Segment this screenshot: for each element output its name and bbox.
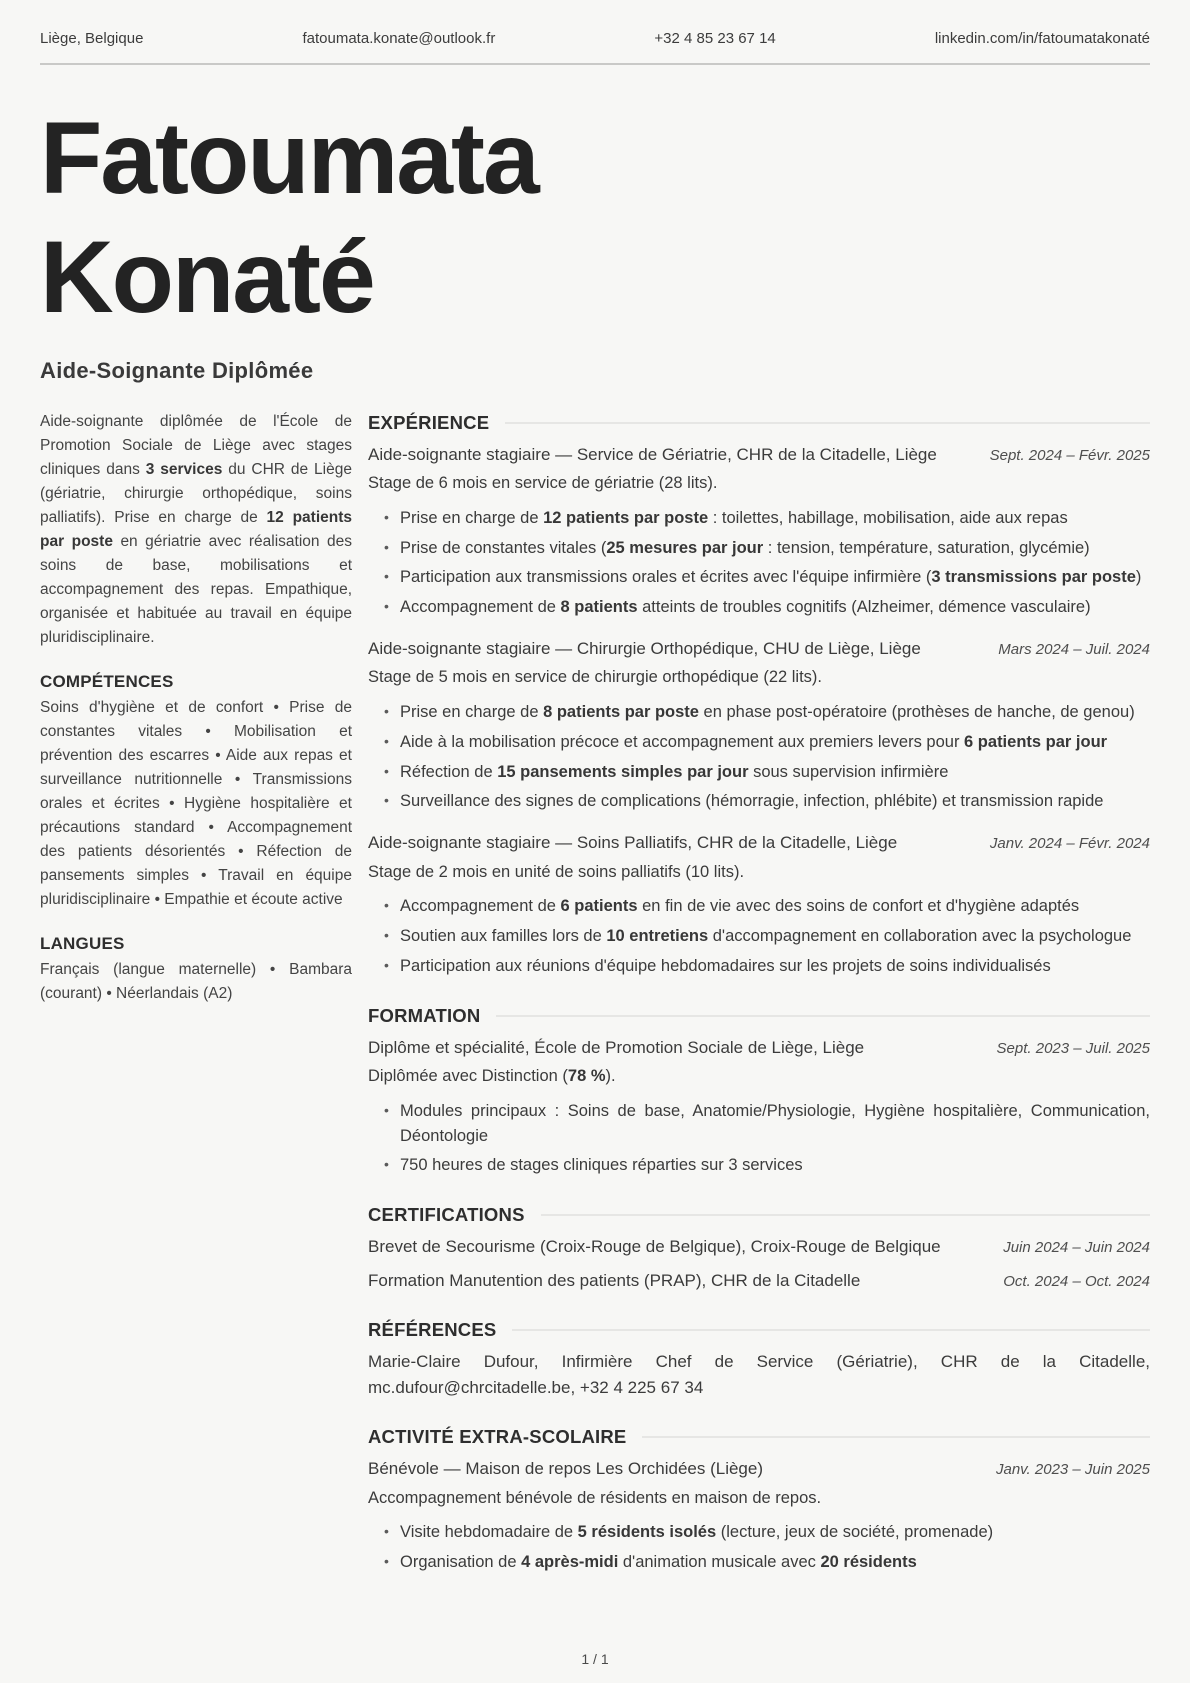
- section-header-row: [368, 1204, 1150, 1226]
- bullet-item: [400, 565, 1150, 590]
- text-segment: Visite hebdomadaire de: [400, 1523, 578, 1542]
- bold-text: 5 résidents isolés: [577, 1523, 717, 1542]
- bold-text: 25 mesures par jour: [606, 538, 764, 557]
- text-segment: Réfection de: [400, 762, 498, 781]
- bullet-item: [400, 595, 1150, 620]
- bullet-item: [400, 924, 1150, 949]
- text-segment: Aide-soignante diplômée de l'École de Promotion Sociale de Liège avec stages cliniques dans: [40, 412, 352, 478]
- entry: [368, 830, 1150, 979]
- section-heading-competences: COMPÉTENCES: [40, 671, 174, 691]
- text-segment: Modules principaux : Soins de base, Anatomie/Physiologie, Hygiène hospitalière, Communication, Déontologie: [400, 1101, 1150, 1145]
- profile-text: [40, 410, 352, 650]
- section-activite-extra-scolaire: [368, 1426, 1150, 1575]
- bold-text: 8 patients: [560, 598, 638, 617]
- entry: [368, 1268, 1150, 1294]
- bold-text: 15 pansements simples par jour: [497, 762, 749, 781]
- text-segment: en fin de vie avec des soins de confort et d'hygiène adaptés: [637, 897, 1080, 916]
- bullet-item: [400, 760, 1150, 785]
- entry-title: Formation Manutention des patients (PRAP), CHR de la Citadelle: [368, 1270, 861, 1290]
- section-heading-langues: LANGUES: [40, 933, 125, 953]
- bullet-item: [400, 1520, 1150, 1545]
- bullet-item: [400, 894, 1150, 919]
- entry-title-row: [368, 830, 1150, 856]
- entry-title-row: [368, 636, 1150, 662]
- text-segment: : toilettes, habillage, mobilisation, aide aux repas: [708, 508, 1068, 527]
- text-segment: Diplômée avec Distinction (: [368, 1067, 568, 1086]
- entry-subtitle: [368, 1486, 1150, 1511]
- entry-bullet-list: [368, 894, 1150, 978]
- entry-date: Juin 2024 – Juin 2024: [1003, 1239, 1150, 1257]
- entry-subtitle: [368, 860, 1150, 885]
- entry-bullet-list: [368, 1520, 1150, 1575]
- bold-text: 6 patients: [560, 897, 638, 916]
- person-name: Fatoumata Konaté: [40, 101, 538, 335]
- section-header-row: [368, 1426, 1150, 1448]
- section-heading: CERTIFICATIONS: [368, 1204, 525, 1226]
- entry-subtitle: [368, 665, 1150, 690]
- entry-date: Sept. 2023 – Juil. 2025: [996, 1039, 1150, 1057]
- bullet-item: [400, 506, 1150, 531]
- section-experience: [368, 412, 1150, 979]
- contact-location: Liège, Belgique: [40, 30, 144, 47]
- bold-text: 10 entretiens: [606, 927, 709, 946]
- section-divider: [505, 422, 1150, 424]
- contact-phone: +32 4 85 23 67 14: [654, 30, 776, 47]
- text-segment: sous supervision infirmière: [748, 762, 949, 781]
- entry-bullet-list: [368, 1099, 1150, 1178]
- text-segment: Stage de 2 mois en unité de soins palliatifs (10 lits).: [368, 862, 745, 881]
- section-divider: [642, 1436, 1150, 1438]
- entry-title-row: [368, 442, 1150, 468]
- bold-text: 12 patients par poste: [40, 508, 352, 550]
- text-segment: ).: [605, 1067, 616, 1086]
- entry-date: Oct. 2024 – Oct. 2024: [1003, 1272, 1150, 1290]
- text-segment: d'animation musicale avec: [618, 1553, 821, 1572]
- text-segment: 750 heures de stages cliniques réparties sur 3 services: [400, 1156, 803, 1175]
- section-divider: [541, 1214, 1150, 1216]
- text-segment: : tension, température, saturation, glycémie): [763, 538, 1090, 557]
- entry-subtitle: [368, 1064, 1150, 1089]
- bullet-item: [400, 1099, 1150, 1149]
- content-columns: [40, 410, 1150, 1591]
- entry-title: Aide-soignante stagiaire — Chirurgie Orthopédique, CHU de Liège, Liège: [368, 638, 921, 658]
- section-divider: [496, 1015, 1150, 1017]
- entry-title-row: [368, 1456, 1150, 1482]
- bullet-item: [400, 789, 1150, 814]
- entry-date: Janv. 2024 – Févr. 2024: [989, 835, 1150, 853]
- text-segment: ): [1135, 568, 1142, 587]
- entry-bullet-list: [368, 506, 1150, 620]
- bold-text: 3 services: [145, 460, 223, 478]
- entry-date: Mars 2024 – Juil. 2024: [998, 640, 1150, 658]
- text-segment: en phase post-opératoire (prothèses de hanche, de genou): [698, 703, 1135, 722]
- entry: [368, 1456, 1150, 1575]
- entry: [368, 636, 1150, 814]
- bullet-item: [400, 730, 1150, 755]
- main-column: [368, 410, 1150, 1591]
- entry-title-row: [368, 1035, 1150, 1061]
- entry: [368, 1234, 1150, 1260]
- text-segment: Prise de constantes vitales (: [400, 538, 607, 557]
- section-heading: RÉFÉRENCES: [368, 1319, 497, 1341]
- bold-text: 4 après-midi: [521, 1553, 619, 1572]
- bold-text: 8 patients par poste: [543, 703, 699, 722]
- section-heading: EXPÉRIENCE: [368, 411, 490, 433]
- bullet-item: [400, 536, 1150, 561]
- contact-linkedin: linkedin.com/in/fatoumatakonaté: [934, 30, 1150, 47]
- section-divider: [512, 1329, 1150, 1331]
- section-header-row: [368, 412, 1150, 434]
- text-segment: Participation aux réunions d'équipe hebdomadaires sur les projets de soins individualisés: [400, 956, 1051, 975]
- text-segment: Stage de 5 mois en service de chirurgie orthopédique (22 lits).: [368, 668, 822, 687]
- entry-title: Aide-soignante stagiaire — Soins Palliatifs, CHR de la Citadelle, Liège: [368, 833, 898, 853]
- left-sections: [40, 672, 352, 1006]
- bullet-item: [400, 700, 1150, 725]
- section-references: [368, 1319, 1150, 1400]
- text-segment: Soutien aux familles lors de: [400, 927, 607, 946]
- contact-email: fatoumata.konate@outlook.fr: [302, 30, 496, 47]
- entry: [368, 1349, 1150, 1400]
- text-segment: en gériatrie avec réalisation des soins de base, mobilisations et accompagnement des repas. Empathique, organisée et habituée au travail en équipe pluridisciplinaire.: [40, 532, 353, 646]
- bold-text: 20 résidents: [820, 1553, 917, 1572]
- entry: [368, 1035, 1150, 1179]
- section-certifications: [368, 1204, 1150, 1293]
- entry-bullet-list: [368, 700, 1150, 814]
- text-segment: Participation aux transmissions orales et écrites avec l'équipe infirmière (: [400, 568, 932, 587]
- text-segment: Aide à la mobilisation précoce et accompagnement aux premiers levers pour: [400, 732, 965, 751]
- bullet-item: [400, 1153, 1150, 1178]
- text-segment: Prise en charge de: [400, 703, 544, 722]
- text-segment: Accompagnement de: [400, 598, 561, 617]
- text-segment: Accompagnement de: [400, 897, 561, 916]
- section-heading: ACTIVITÉ EXTRA-SCOLAIRE: [368, 1426, 627, 1448]
- entry-title: Bénévole — Maison de repos Les Orchidées (Liège): [368, 1459, 763, 1479]
- entry-title: Aide-soignante stagiaire — Service de Gériatrie, CHR de la Citadelle, Liège: [368, 444, 937, 464]
- text-segment: (lecture, jeux de société, promenade): [716, 1523, 994, 1542]
- text-segment: du CHR de Liège (gériatrie, chirurgie orthopédique, soins palliatifs). Prise en charge de: [40, 460, 352, 526]
- entry-date: Janv. 2023 – Juin 2025: [995, 1461, 1150, 1479]
- section-header-row: [368, 1005, 1150, 1027]
- section-heading: FORMATION: [368, 1004, 481, 1026]
- text-segment: d'accompagnement en collaboration avec la psychologue: [708, 927, 1132, 946]
- bold-text: 6 patients par jour: [964, 732, 1108, 751]
- text-segment: Prise en charge de: [400, 508, 544, 527]
- text-segment: Accompagnement bénévole de résidents en maison de repos.: [368, 1488, 822, 1507]
- section-text: Français (langue maternelle) • Bambara (courant) • Néerlandais (A2): [40, 960, 352, 1002]
- bold-text: 78 %: [567, 1067, 606, 1086]
- text-segment: Organisation de: [400, 1553, 522, 1572]
- bullet-item: [400, 1550, 1150, 1575]
- text-segment: Stage de 6 mois en service de gériatrie (28 lits).: [368, 474, 718, 493]
- text-segment: atteints de troubles cognitifs (Alzheimer, démence vasculaire): [637, 598, 1091, 617]
- section-header-row: [368, 1319, 1150, 1341]
- entry-title: Diplôme et spécialité, École de Promotion Sociale de Liège, Liège: [368, 1037, 865, 1057]
- entry-title-row: [368, 1268, 1150, 1294]
- contact-header: [40, 30, 1150, 65]
- entry-subtitle: [368, 471, 1150, 496]
- entry-title-row: [368, 1349, 1150, 1400]
- job-title: Aide-Soignante Diplômée: [40, 357, 314, 383]
- bold-text: 12 patients par poste: [543, 508, 709, 527]
- entry-title: Brevet de Secourisme (Croix-Rouge de Belgique), Croix-Rouge de Belgique: [368, 1237, 941, 1257]
- section-formation: [368, 1005, 1150, 1179]
- text-segment: Surveillance des signes de complications (hémorragie, infection, phlébite) et transmission rapide: [400, 792, 1104, 811]
- bullet-item: [400, 954, 1150, 979]
- entry-date: Sept. 2024 – Févr. 2025: [989, 446, 1150, 464]
- entry-title: Marie-Claire Dufour, Infirmière Chef de Service (Gériatrie), CHR de la Citadelle, mc.dufour@chrcitadelle.be, +32 4 225 67 34: [368, 1352, 1150, 1397]
- entry: [368, 442, 1150, 620]
- bold-text: 3 transmissions par poste: [931, 568, 1136, 587]
- page-indicator: 1 / 1: [581, 1651, 609, 1667]
- left-column: [40, 410, 352, 1591]
- section-text: Soins d'hygiène et de confort • Prise de constantes vitales • Mobilisation et prévention des escarres • Aide aux repas et surveillance nutritionnelle • Transmissions orales et écrites • Hygiène hospitalière et précautions standard • Accompagnement des patients désorientés • Réfection de pansements simples • Travail en équipe pluridisciplinaire • Empathie et écoute active: [40, 698, 352, 908]
- entry-title-row: [368, 1234, 1150, 1260]
